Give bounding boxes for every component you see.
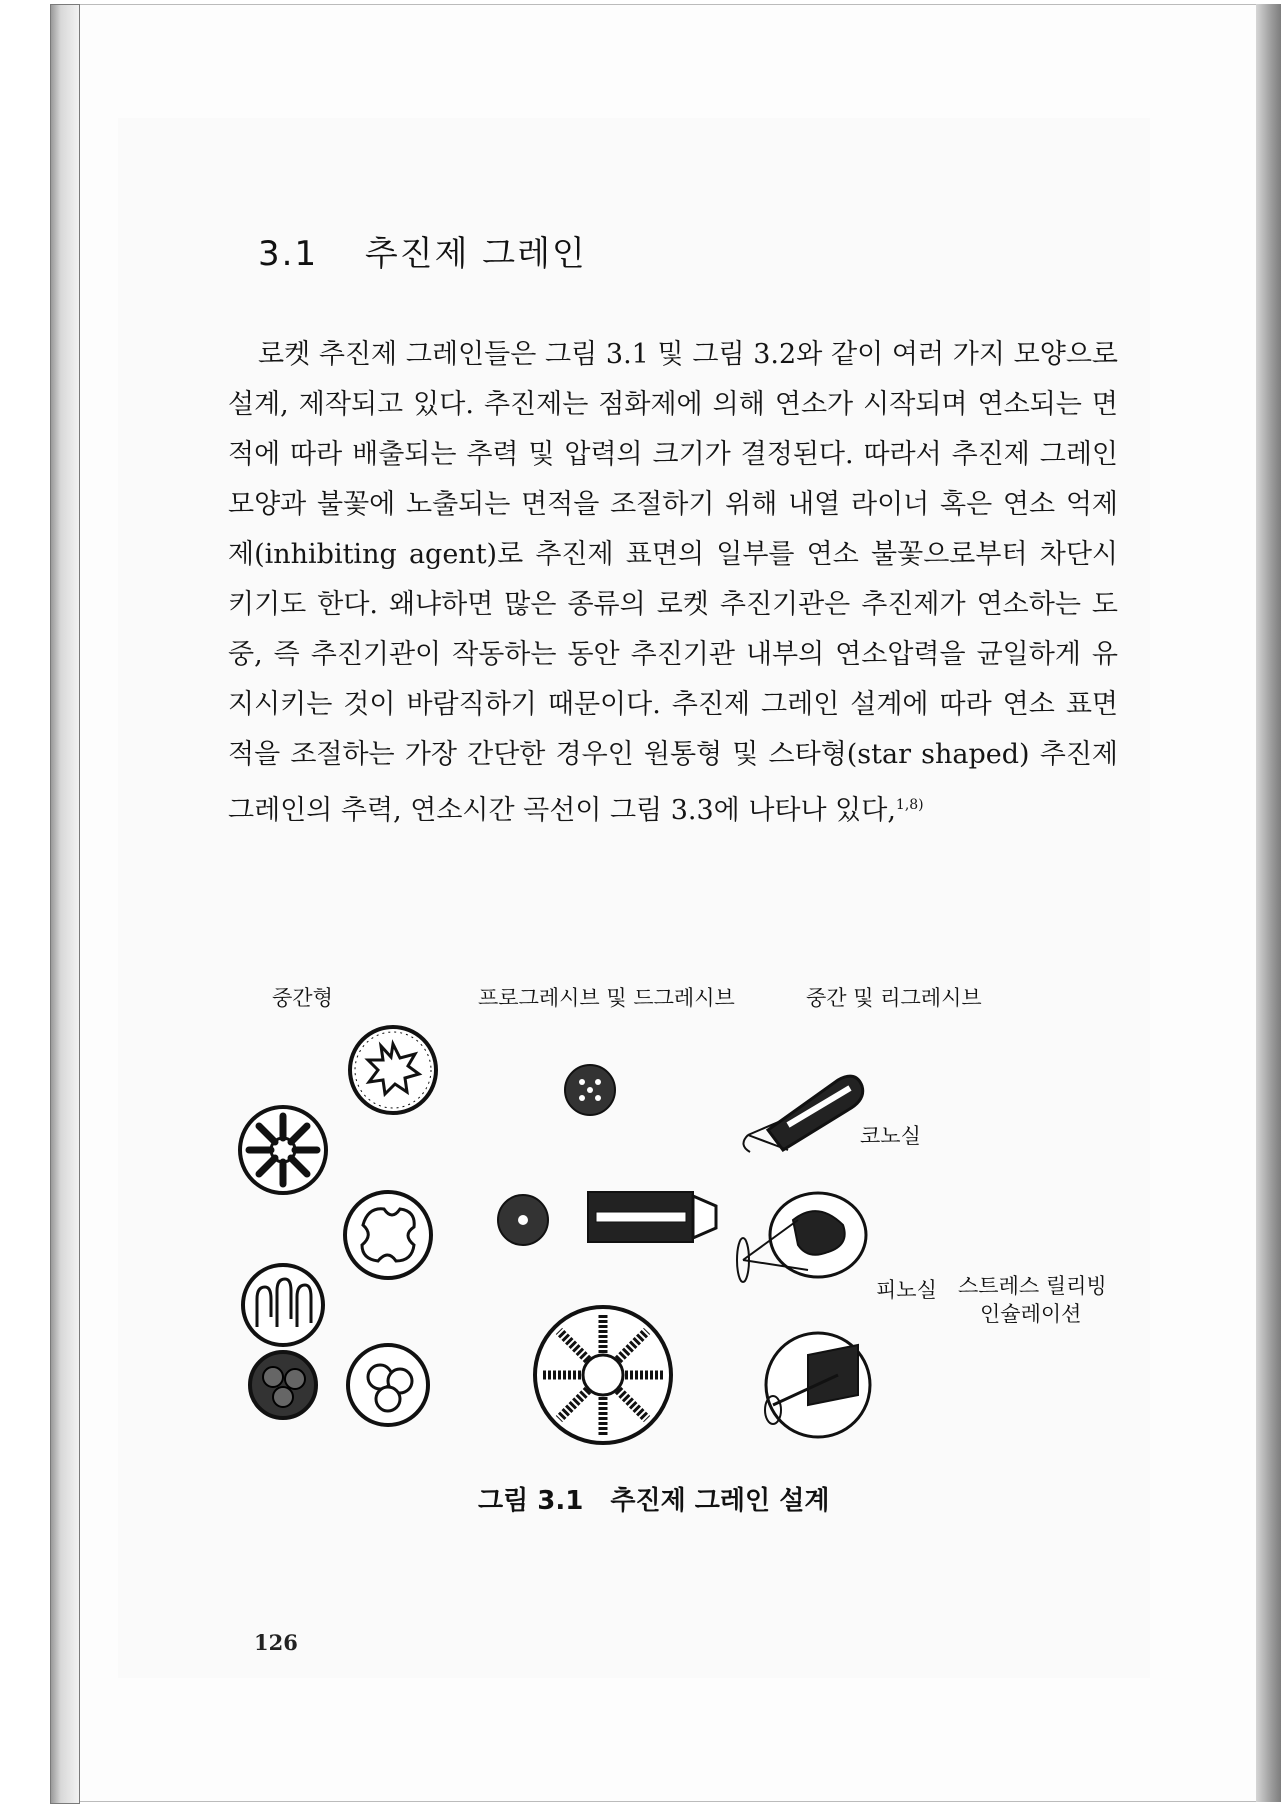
- slotted-grain-icon: [240, 1107, 326, 1193]
- label-finocyl: 피노실: [876, 1278, 937, 1302]
- multi-hole-grain-icon: [565, 1065, 615, 1115]
- tri-lobe-grain-icon: [348, 1345, 428, 1425]
- wagon-wheel-grain-icon: [345, 1192, 431, 1278]
- caption-text: 추진제 그레인 설계: [610, 1486, 830, 1516]
- label-regressive: 중간 및 리그레시브: [806, 986, 982, 1010]
- conocyl-grain-icon: [743, 1076, 862, 1152]
- section-number: 3.1: [258, 234, 319, 274]
- label-stress-relief-2: 인슐레이션: [980, 1302, 1082, 1326]
- multi-perforation-grain-icon: [250, 1352, 316, 1418]
- section-title: 추진제 그레인: [364, 234, 587, 274]
- label-progressive: 프로그레시브 및 드그레시브: [478, 986, 735, 1010]
- tube-grain-side-icon: [588, 1192, 716, 1242]
- section-heading: [258, 226, 587, 275]
- caption-number: 그림 3.1: [478, 1486, 584, 1516]
- neutral-grains: [240, 1027, 436, 1425]
- tube-grain-end-icon: [498, 1195, 548, 1245]
- book-spine: [50, 4, 80, 1804]
- dendrite-grain-icon: [243, 1265, 323, 1345]
- star-grain-icon: [350, 1027, 436, 1113]
- label-stress-relief-1: 스트레스 릴리빙: [958, 1274, 1107, 1298]
- page-edge: [1256, 4, 1281, 1802]
- grain-design-figure: [228, 1010, 1108, 1450]
- figure-caption: [478, 1480, 829, 1517]
- radial-slot-grain-icon: [535, 1307, 671, 1443]
- paragraph-text: 로켓 추진제 그레인들은 그림 3.1 및 그림 3.2와 같이 여러 가지 모양으로 설계, 제작되고 있다. 추진제는 점화제에 의해 연소가 시작되며 연소되는 면적에 따라 배출되는 추력 및 압력의 크기가 결정된다. 따라서 추진제 그레인 모양과 불꽃에 노출되는 면적을 조절하기 위해 내열 라이너 혹은 연소 억제제(inhibiting agent)로 추진제 표면의 일부를 연소 불꽃으로부터 차단시키기도 한다. 왜냐하면 많은 종류의 로켓 추진기관은 추진제가 연소하는 도중, 즉 추진기관이 작동하는 동안 추진기관 내부의 연소압력을 균일하게 유지시키는 것이 바람직하기 때문이다. 추진제 그레인 설계에 따라 연소 표면적을 조절하는 가장 간단한 경우인 원통형 및 스타형(star shaped) 추진제 그레인의 추력, 연소시간 곡선이 그림 3.3에 나타나 있다,: [228, 339, 1118, 826]
- regressive-grains: [737, 1076, 870, 1437]
- page-number: 126: [254, 1630, 298, 1655]
- label-neutral: 중간형: [272, 986, 333, 1010]
- finocyl-grain-icon: [737, 1193, 866, 1282]
- stress-relief-grain-icon: [765, 1333, 870, 1437]
- reference-superscript: 1,8): [895, 797, 924, 813]
- label-conocyl: 코노실: [860, 1124, 921, 1148]
- progressive-grains: [498, 1065, 716, 1443]
- body-paragraph: [228, 330, 1118, 836]
- paragraph: [228, 330, 1118, 836]
